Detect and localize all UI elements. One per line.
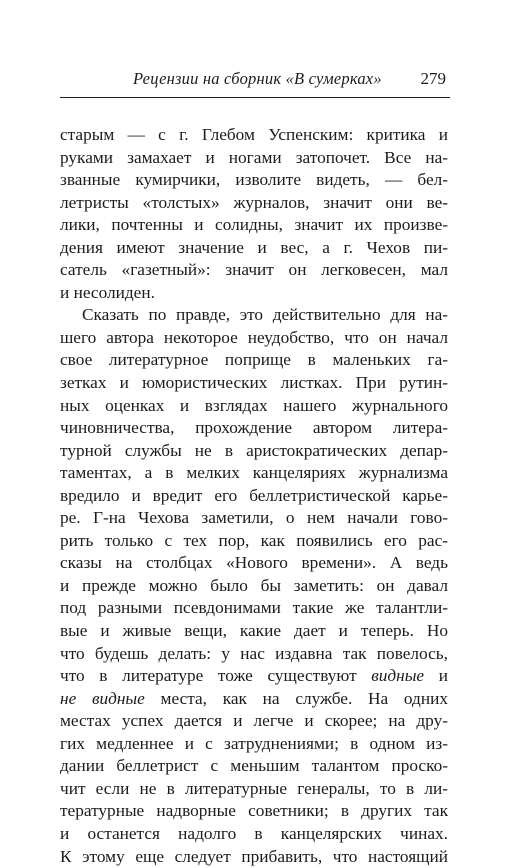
- text-segment: и: [424, 666, 448, 685]
- text-line: и несолиден.: [60, 282, 448, 305]
- text-segment: места, как на службе. На одних: [145, 689, 448, 708]
- text-line: шего автора некоторое неудобство, что он начал: [60, 327, 448, 350]
- text-line: лики, почтенны и солидны, значит их произве-: [60, 214, 448, 237]
- text-segment: что в литературе тоже существуют: [60, 666, 371, 685]
- text-line: дения имеют значение и вес, а г. Чехов пи-: [60, 237, 448, 260]
- text-line: тературные надворные советники; в других так: [60, 800, 448, 823]
- text-line: летристы «толстых» журналов, значит они ве-: [60, 192, 448, 215]
- text-line: рить только с тех пор, как появились его рас-: [60, 530, 448, 553]
- text-line: [60, 665, 448, 688]
- italic-text: видные: [371, 666, 424, 685]
- text-line: таментах, а в мелких канцеляриях журнализма: [60, 462, 448, 485]
- text-line: чиновничества, прохождение автором литера-: [60, 417, 448, 440]
- text-line: вредило и вредит его беллетристической карье-: [60, 485, 448, 508]
- text-line: и прежде можно было бы заметить: он давал: [60, 575, 448, 598]
- text-line: сказы на столбцах «Нового времени». А ведь: [60, 552, 448, 575]
- text-line: ных оценках и взглядах нашего журнального: [60, 395, 448, 418]
- text-line: старым — с г. Глебом Успенским: критика и: [60, 124, 448, 147]
- text-line: дании беллетрист с меньшим талантом проско-: [60, 755, 448, 778]
- text-line: К этому еще следует прибавить, что настоящий: [60, 846, 448, 868]
- text-line: руками замахает и ногами затопочет. Все на-: [60, 147, 448, 170]
- text-line: гих медленнее и с затруднениями; в одном из-: [60, 733, 448, 756]
- body-text: [60, 124, 448, 868]
- page-number: 279: [421, 69, 447, 89]
- text-line: ре. Г-на Чехова заметили, о нем начали гово-: [60, 507, 448, 530]
- text-line: чит если не в литературные генералы, то в ли-: [60, 778, 448, 801]
- text-line: под разными псевдонимами такие же талантли-: [60, 597, 448, 620]
- text-line: званные кумирчики, изволите видеть, — бел-: [60, 169, 448, 192]
- italic-text: не видные: [60, 689, 145, 708]
- text-line: что будешь делать: у нас издавна так повелось,: [60, 643, 448, 666]
- page-header: [60, 67, 450, 98]
- text-line: зетках и юмористических листках. При рутин-: [60, 372, 448, 395]
- text-line: и останется надолго в канцелярских чинах.: [60, 823, 448, 846]
- text-line: вые и живые вещи, какие дает и теперь. Но: [60, 620, 448, 643]
- text-line: сатель «газетный»: значит он легковесен, мал: [60, 259, 448, 282]
- running-title: Рецензии на сборник «В сумерках»: [133, 69, 382, 89]
- text-line: свое литературное поприще в маленьких га-: [60, 349, 448, 372]
- text-line: турной службы не в аристократических депар-: [60, 440, 448, 463]
- text-line: Сказать по правде, это действительно для на-: [60, 304, 448, 327]
- text-line: [60, 688, 448, 711]
- text-line: местах успех дается и легче и скорее; на дру-: [60, 710, 448, 733]
